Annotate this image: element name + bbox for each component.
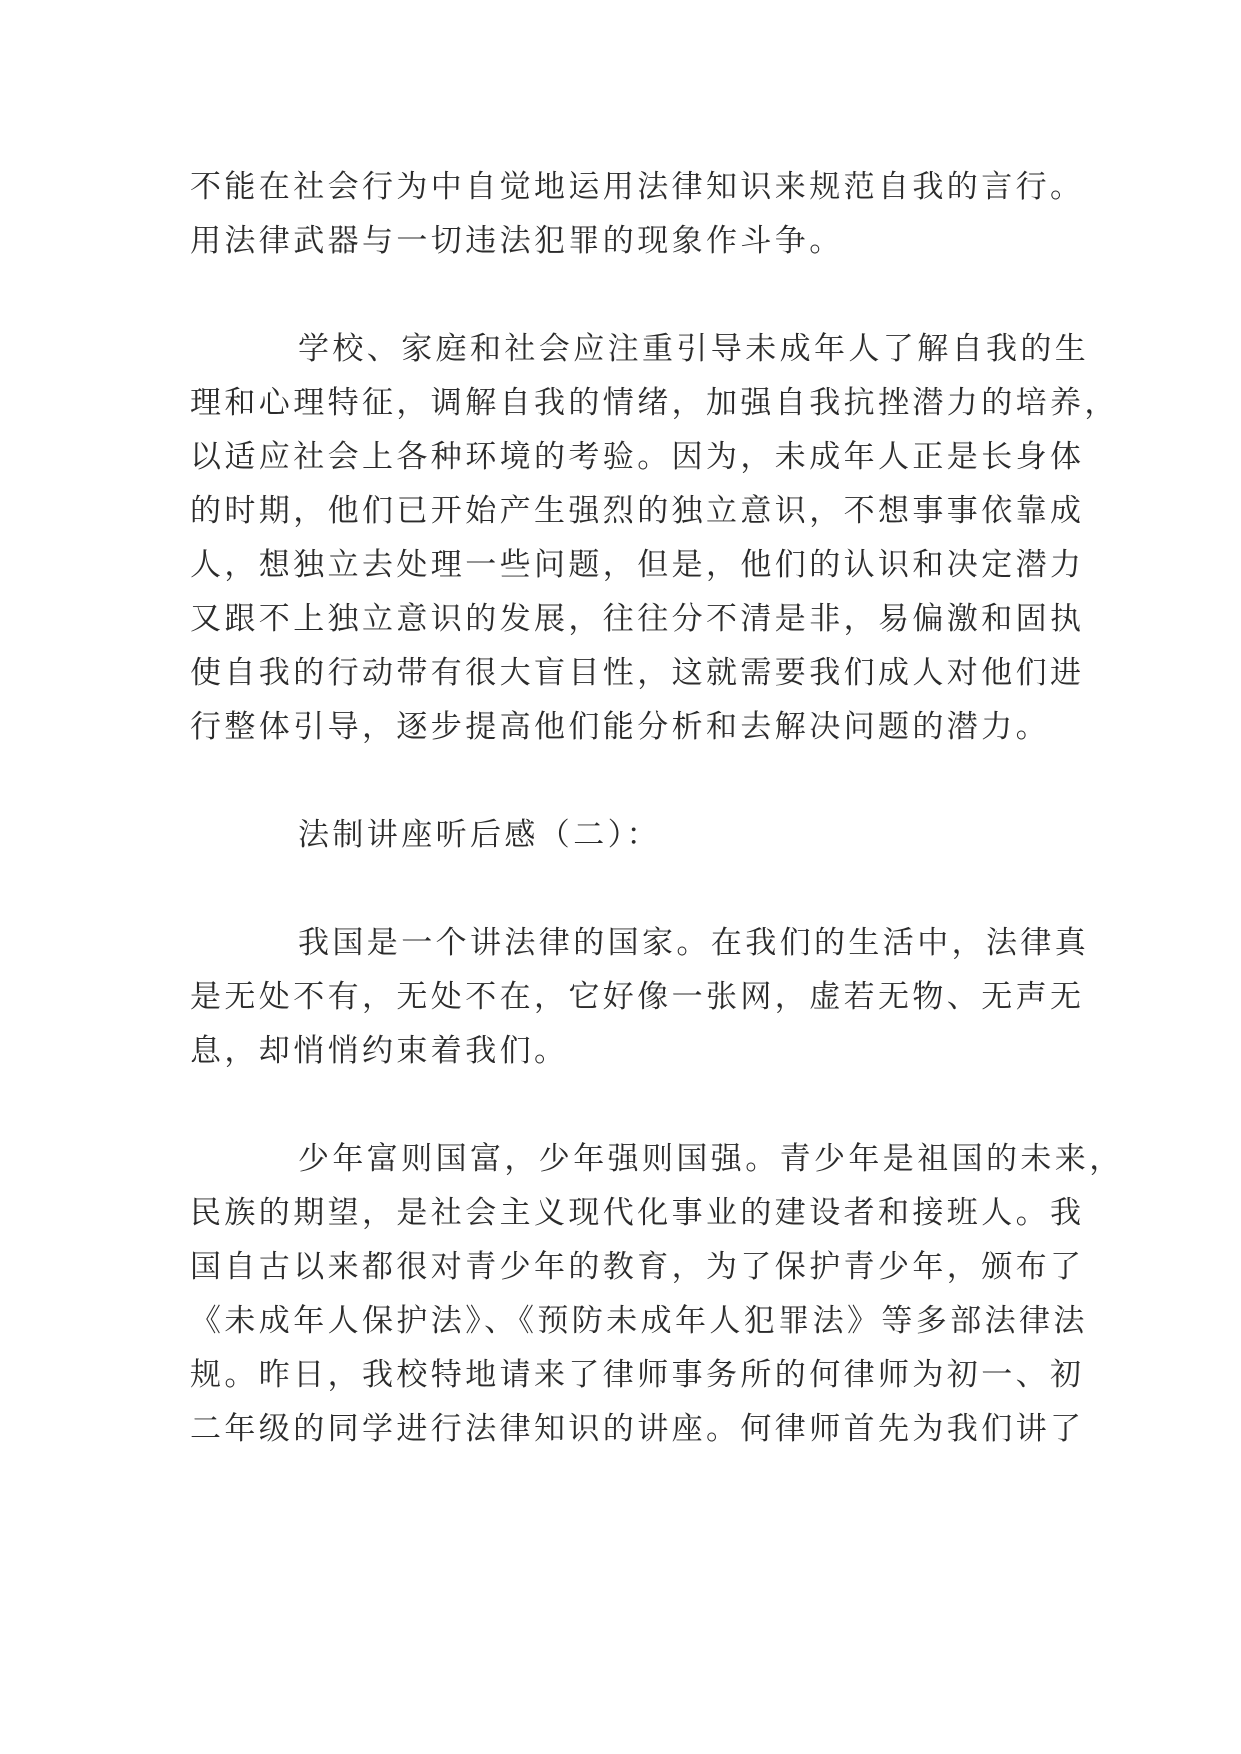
text-line: 用法律武器与一切违法犯罪的现象作斗争。 [190,223,844,259]
text-line: 理和心理特征，调解自我的情绪，加强自我抗挫潜力的培养， [190,385,1119,421]
paragraph-gap [190,1078,1050,1132]
paragraph-youth [190,1132,1124,1456]
text-line: 我国是一个讲法律的国家。在我们的生活中，法律真 [298,925,1090,961]
paragraph-guidance [190,322,1119,754]
text-line: 以适应社会上各种环境的考验。因为，未成年人正是长身体 [190,439,1085,475]
text-line: 民族的期望，是社会主义现代化事业的建设者和接班人。我 [190,1195,1085,1231]
text-line: 是无处不有，无处不在，它好像一张网，虚若无物、无声无 [190,979,1085,1015]
text-line: 使自我的行动带有很大盲目性，这就需要我们成人对他们进 [190,655,1085,691]
text-line: 的时期，他们已开始产生强烈的独立意识，不想事事依靠成 [190,493,1085,529]
paragraph-continuation [190,160,1085,268]
text-line: 又跟不上独立意识的发展，往往分不清是非，易偏激和固执 [190,601,1085,637]
paragraph-gap [190,268,1050,322]
text-line: 息，却悄悄约束着我们。 [190,1033,569,1069]
text-line: 人，想独立去处理一些问题，但是，他们的认识和决定潜力 [190,547,1085,583]
text-line: 行整体引导，逐步提高他们能分析和去解决问题的潜力。 [190,709,1050,745]
paragraph-gap [190,754,1050,808]
text-line: 学校、家庭和社会应注重引导未成年人了解自我的生 [298,331,1090,367]
text-line: 不能在社会行为中自觉地运用法律知识来规范自我的言行。 [190,169,1085,205]
text-line: 规。昨日，我校特地请来了律师事务所的何律师为初一、初 [190,1357,1085,1393]
text-line: 二年级的同学进行法律知识的讲座。何律师首先为我们讲了 [190,1411,1085,1447]
text-line: 《未成年人保护法》、《预防未成年人犯罪法》等多部法律法 [190,1303,1088,1339]
text-line: 少年富则国富，少年强则国强。青少年是祖国的未来， [298,1141,1124,1177]
paragraph-gap [190,862,1050,916]
section-heading [190,808,1050,862]
text-line: 国自古以来都很对青少年的教育，为了保护青少年，颁布了 [190,1249,1085,1285]
text-line: 法制讲座听后感（二）： [298,817,661,853]
paragraph-law-country [190,916,1090,1078]
document-body [190,160,1124,1456]
